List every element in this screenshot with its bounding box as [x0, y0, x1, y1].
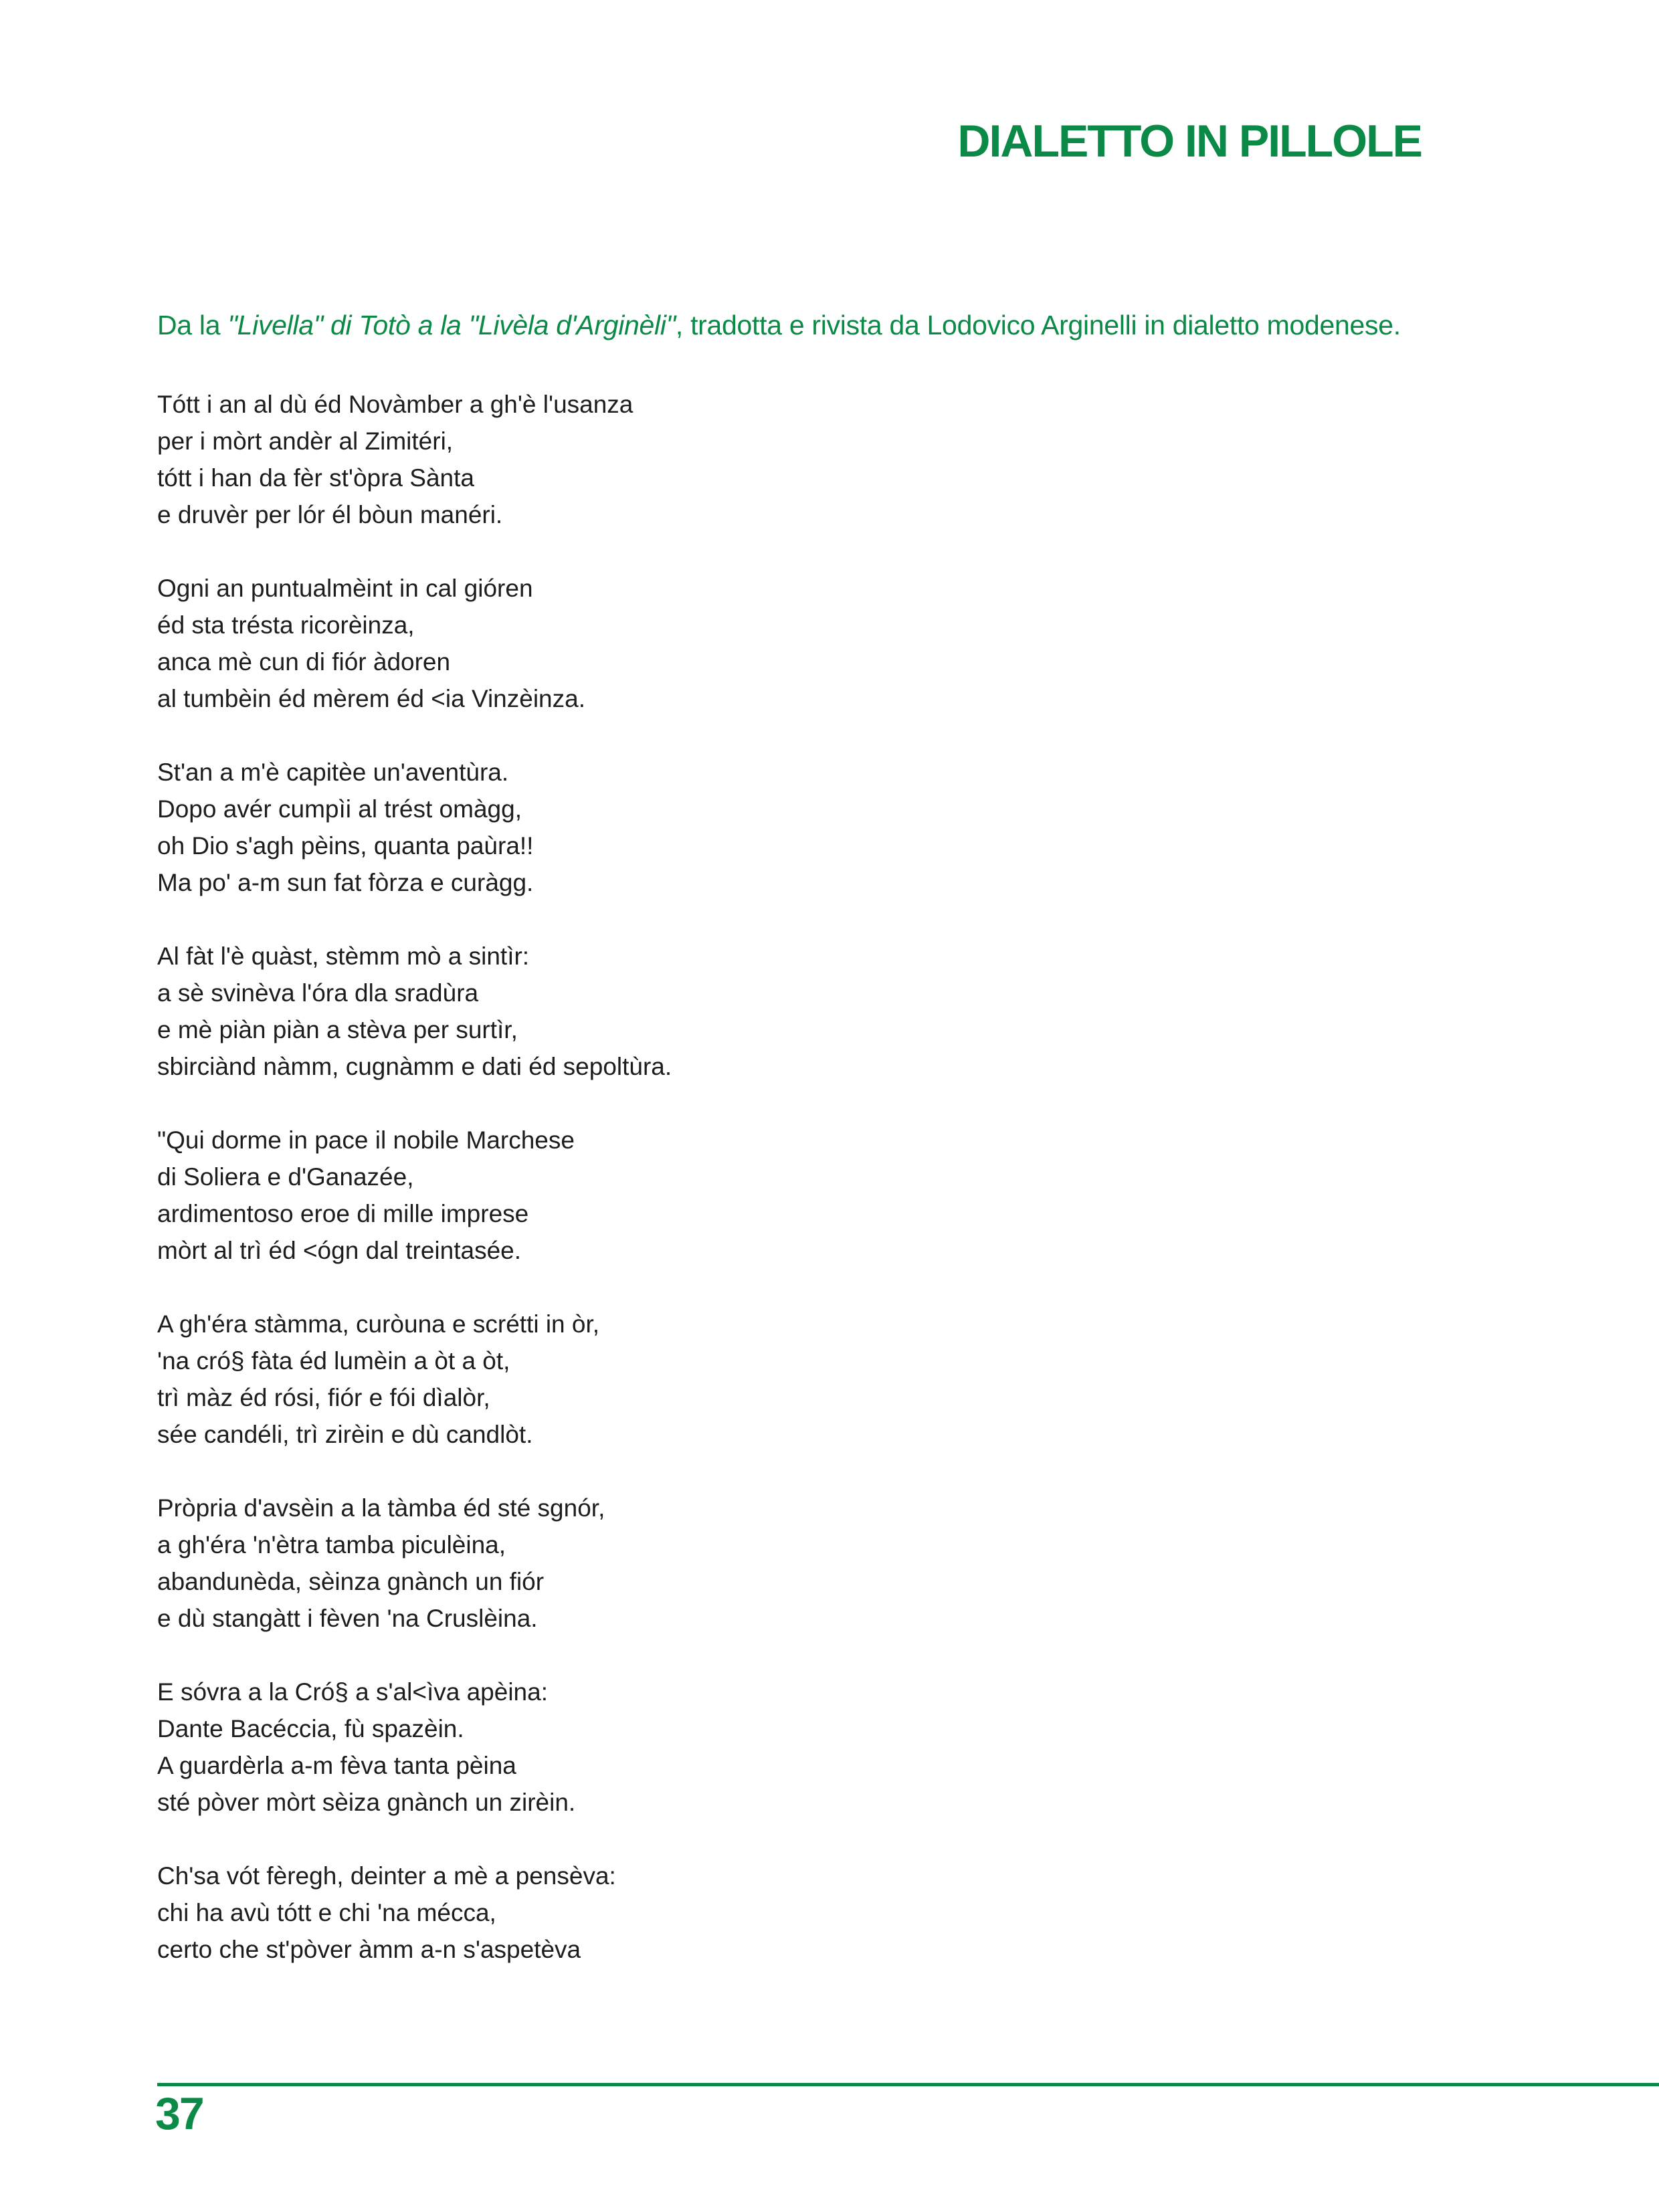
poem-verse: Ogni an puntualmèint in cal gióren: [157, 575, 533, 602]
footer-divider: [157, 2083, 1659, 2086]
poem-verse: sbirciànd nàmm, cugnàmm e dati éd sepoltùra.: [157, 1053, 672, 1080]
poem-verse: chi ha avù tótt e chi 'na mécca,: [157, 1899, 496, 1926]
poem-verse: e dù stangàtt i fèven 'na Cruslèina.: [157, 1605, 538, 1632]
poem-stanza: [157, 1306, 1228, 1453]
poem-verse: trì màz éd rósi, fiór e fói dìalòr,: [157, 1384, 490, 1411]
poem-stanza: [157, 1674, 1228, 1821]
poem-verse: e druvèr per lór él bòun manéri.: [157, 501, 503, 528]
poem-stanza: [157, 1122, 1228, 1269]
poem-verse: e mè piàn piàn a stèva per surtìr,: [157, 1016, 518, 1043]
poem-verse: al tumbèin éd mèrem éd <ia Vinzèinza.: [157, 685, 585, 712]
poem-stanza: [157, 1857, 1228, 1968]
poem-verse: abandunèda, sèinza gnànch un fiór: [157, 1568, 545, 1595]
poem-verse: mòrt al trì éd <ógn dal treintasée.: [157, 1237, 521, 1264]
intro-text-end: , tradotta e rivista da Lodovico Arginelli in dialetto modenese.: [675, 310, 1401, 340]
poem-verse: anca mè cun di fiór àdoren: [157, 648, 451, 676]
poem-stanza: [157, 938, 1228, 1085]
poem-verse: a sè svinèva l'óra dla sradùra: [157, 979, 479, 1007]
poem-verse: Al fàt l'è quàst, stèmm mò a sintìr:: [157, 942, 530, 970]
intro-italic-title: "Livella" di Totò a la "Livèla d'Arginèli": [227, 310, 676, 340]
poem-verse: di Soliera e d'Ganazée,: [157, 1163, 414, 1191]
poem-verse: sté pòver mòrt sèiza gnànch un zirèin.: [157, 1789, 576, 1816]
poem-verse: ardimentoso eroe di mille imprese: [157, 1200, 529, 1227]
poem-verse: A guardèrla a-m fèva tanta pèina: [157, 1752, 516, 1779]
poem-verse: St'an a m'è capitèe un'aventùra.: [157, 759, 509, 786]
poem-verse: "Qui dorme in pace il nobile Marchese: [157, 1126, 575, 1154]
poem-stanza: [157, 1490, 1228, 1637]
poem-verse: per i mòrt andèr al Zimitéri,: [157, 427, 454, 455]
poem-verse: 'na cró§ fàta éd lumèin a òt a òt,: [157, 1347, 510, 1375]
poem-verse: tótt i han da fèr st'òpra Sànta: [157, 464, 474, 492]
poem-verse: oh Dio s'agh pèins, quanta paùra!!: [157, 832, 534, 860]
poem-verse: Pròpria d'avsèin a la tàmba éd sté sgnór,: [157, 1494, 605, 1522]
poem-verse: Ma po' a-m sun fat fòrza e curàgg.: [157, 869, 534, 896]
page-title: DIALETTO IN PILLOLE: [957, 116, 1422, 167]
poem-verse: Ch'sa vót fèregh, deinter a mè a pensèva:: [157, 1862, 616, 1890]
poem-verse: Tótt i an al dù éd Novàmber a gh'è l'usanza: [157, 391, 633, 418]
poem-verse: certo che st'pòver àmm a-n s'aspetèva: [157, 1936, 581, 1963]
poem-verse: a gh'éra 'n'ètra tamba piculèina,: [157, 1531, 506, 1559]
poem-verse: sée candéli, trì zirèin e dù candlòt.: [157, 1421, 533, 1448]
poem-verse: A gh'éra stàmma, curòuna e scrétti in òr,: [157, 1310, 600, 1338]
poem-stanza: [157, 386, 1228, 533]
poem-verse: Dopo avér cumpìi al trést omàgg,: [157, 795, 522, 823]
poem-verse: Dante Bacéccia, fù spazèin.: [157, 1715, 464, 1742]
intro-paragraph: [157, 310, 1401, 341]
intro-text-start: Da la: [157, 310, 228, 340]
poem-verse: E sóvra a la Cró§ a s'al<ìva apèina:: [157, 1678, 548, 1706]
poem-stanza: [157, 754, 1228, 901]
poem: [157, 386, 1228, 2005]
poem-stanza: [157, 570, 1228, 717]
poem-verse: éd sta trésta ricorèinza,: [157, 611, 415, 639]
page-number: 37: [155, 2088, 203, 2139]
